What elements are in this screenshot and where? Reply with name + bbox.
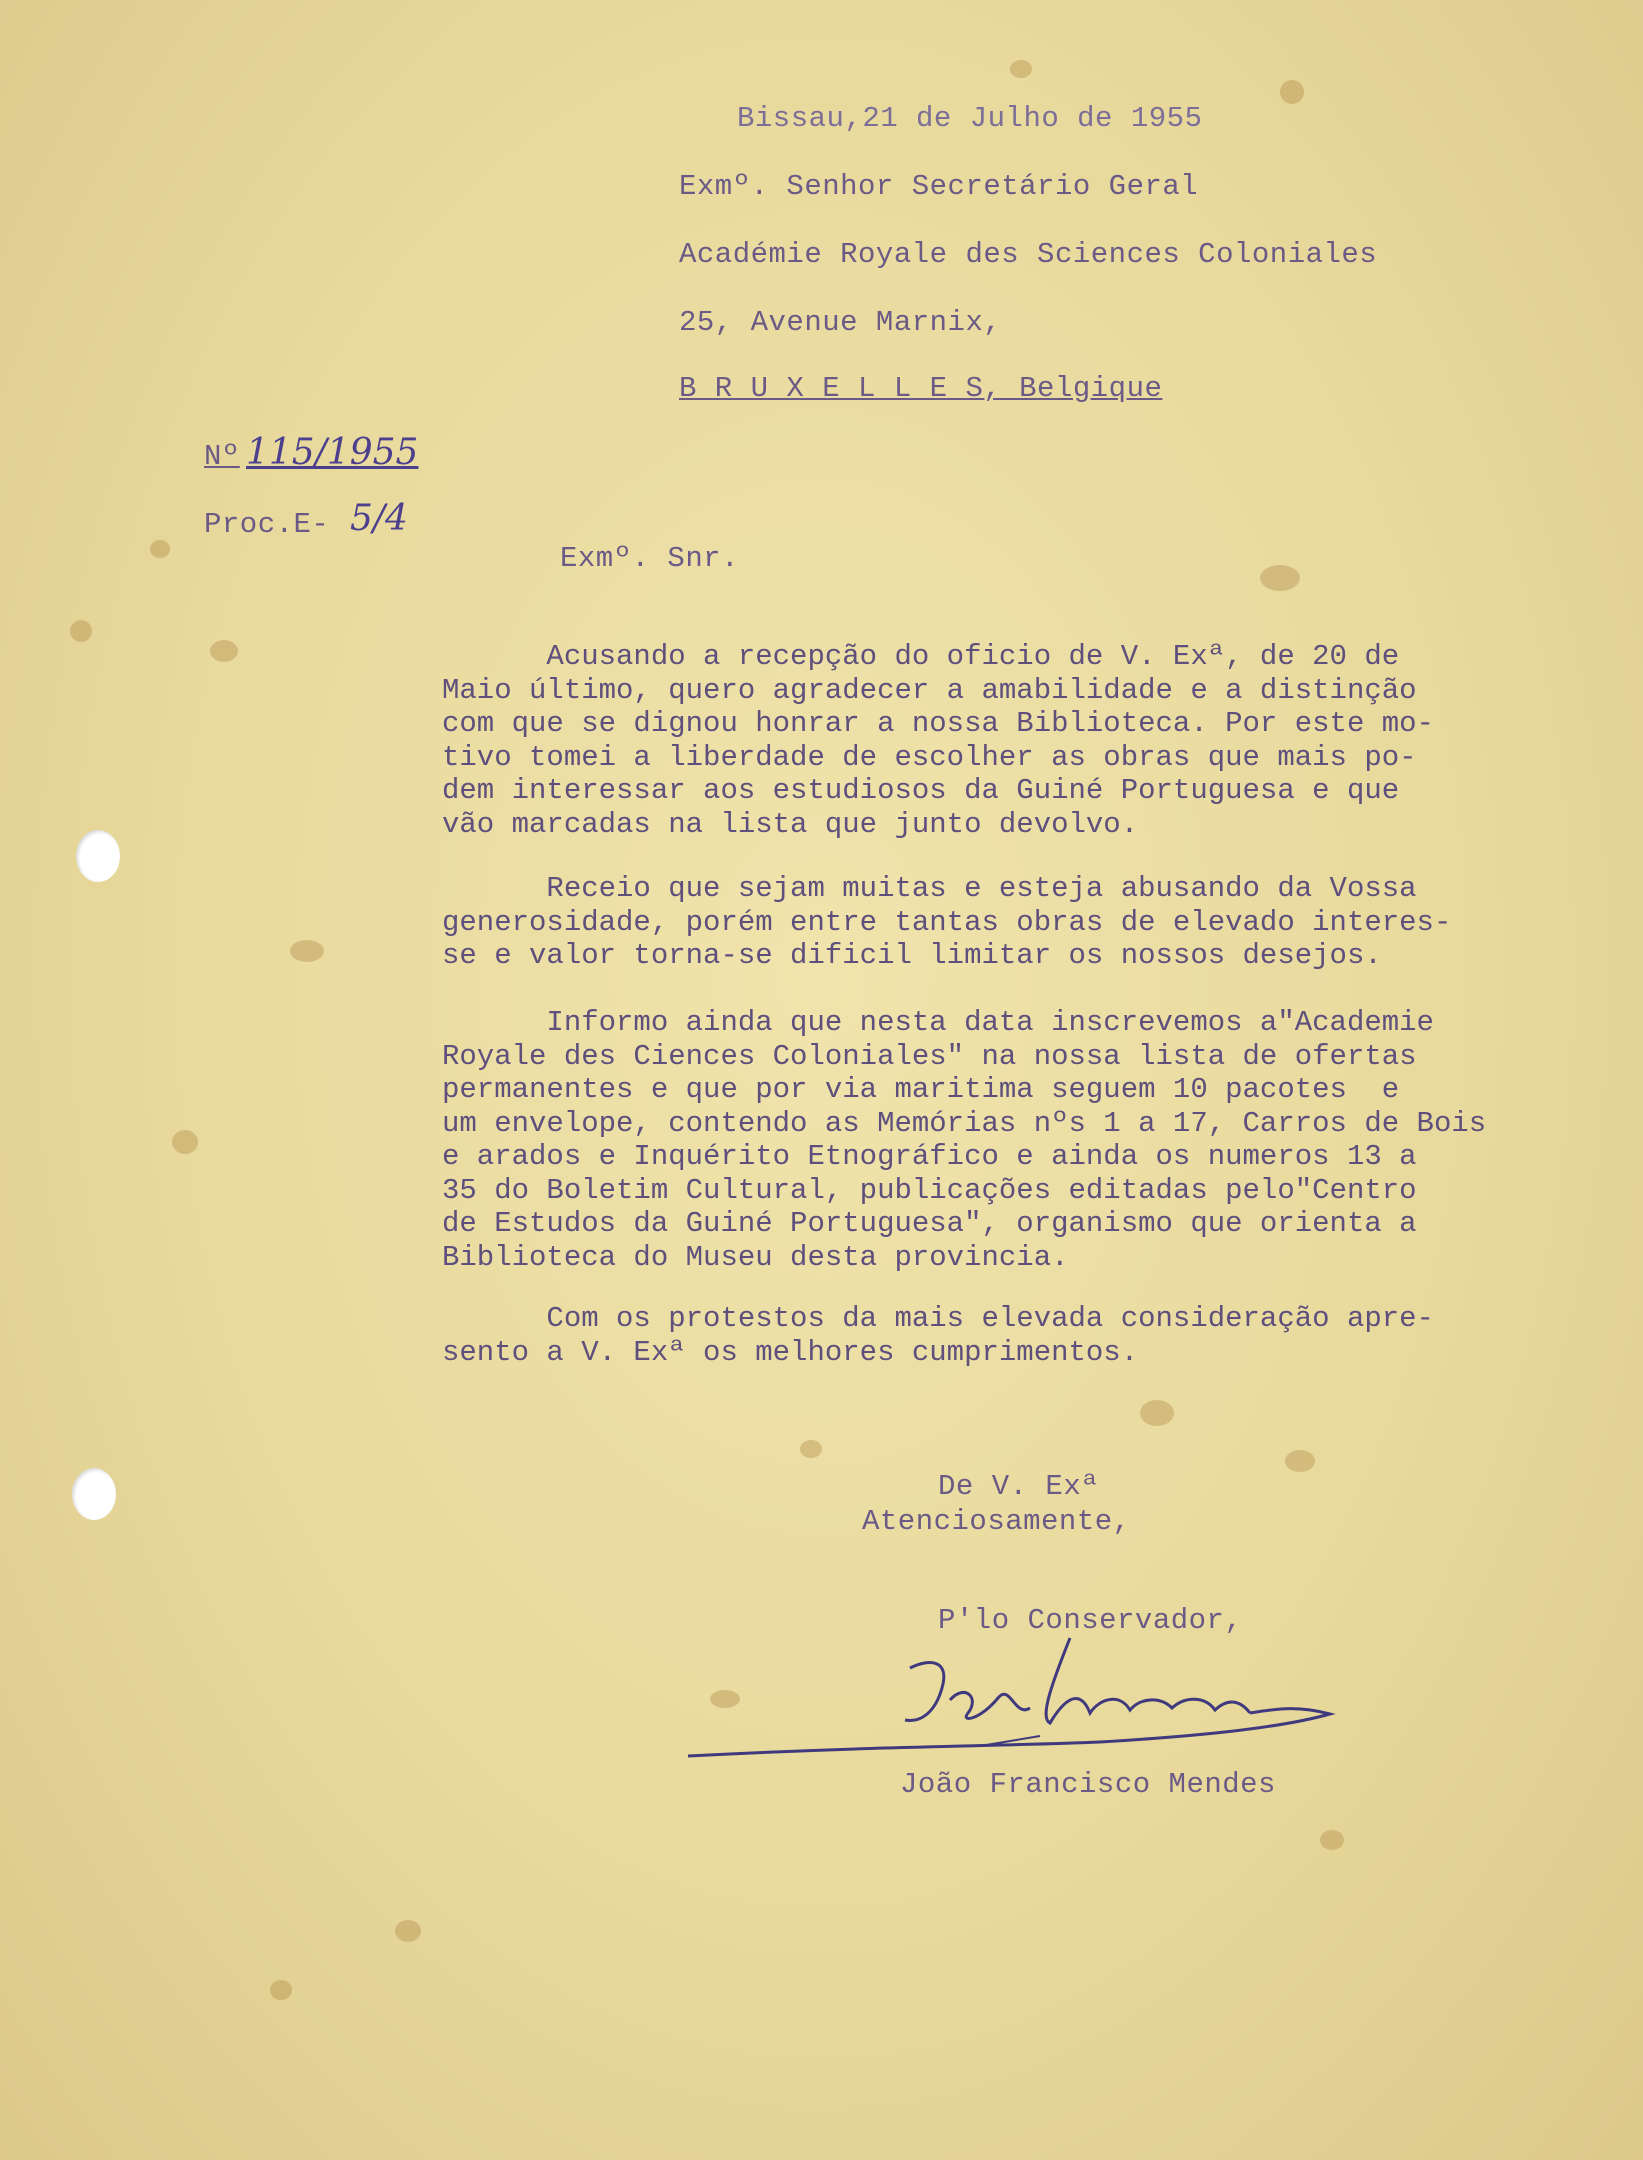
paragraph-line: permanentes e que por via maritima seguem 10 pacotes e	[442, 1073, 1400, 1106]
signature-scrawl	[680, 1628, 1340, 1768]
proc-value-handwritten: 5/4	[350, 498, 408, 539]
foxing-stain	[1140, 1400, 1174, 1426]
salutation: Exmº. Snr.	[560, 542, 740, 575]
paragraph-2	[442, 872, 1622, 973]
paragraph-line: um envelope, contendo as Memórias nºs 1 a 17, Carros de Bois	[442, 1106, 1487, 1140]
paragraph-line: se e valor torna-se dificil limitar os nossos desejos.	[442, 939, 1382, 972]
foxing-stain	[210, 640, 238, 662]
foxing-stain	[70, 620, 92, 642]
foxing-stain	[290, 940, 324, 962]
reference-number-label: Nº	[204, 440, 240, 473]
paragraph-line: 35 do Boletim Cultural, publicações editadas pelo"Centro	[442, 1173, 1417, 1207]
paragraph-line: Receio que sejam muitas e esteja abusando da Vossa	[442, 872, 1417, 905]
paragraph-line: Informo ainda que nesta data inscrevemos a"Academie	[442, 1006, 1434, 1039]
paragraph-line: generosidade, porém entre tantas obras de elevado interes-	[442, 905, 1452, 939]
paragraph-3	[442, 1006, 1622, 1274]
paragraph-line: Com os protestos da mais elevada consideração apre-	[442, 1302, 1434, 1335]
recipient-title: Exmº. Senhor Secretário Geral	[679, 170, 1199, 203]
foxing-stain	[395, 1920, 421, 1942]
letter-date: Bissau,21 de Julho de 1955	[737, 102, 1203, 135]
paragraph-1	[442, 640, 1622, 841]
foxing-stain	[1280, 80, 1304, 104]
recipient-institution: Académie Royale des Sciences Coloniales	[679, 238, 1378, 271]
closing-line-2: Atenciosamente,	[862, 1505, 1131, 1538]
paragraph-line: Biblioteca do Museu desta provincia.	[442, 1240, 1069, 1274]
punch-hole-bottom	[72, 1468, 116, 1520]
foxing-stain	[1285, 1450, 1315, 1472]
proc-label: Proc.E-	[204, 508, 330, 541]
foxing-stain	[1010, 60, 1032, 78]
signer-name: João Francisco Mendes	[900, 1768, 1276, 1801]
foxing-stain	[270, 1980, 292, 2000]
foxing-stain	[1260, 565, 1300, 591]
recipient-city: B R U X E L L E S, Belgique	[679, 372, 1163, 405]
foxing-stain	[150, 540, 170, 558]
paragraph-line: com que se dignou honrar a nossa Biblioteca. Por este mo-	[442, 707, 1434, 740]
paragraph-line: de Estudos da Guiné Portuguesa", organismo que orienta a	[442, 1207, 1417, 1240]
paragraph-line: tivo tomei a liberdade de escolher as obras que mais po-	[442, 740, 1417, 774]
reference-number-handwritten: 115/1955	[246, 432, 419, 473]
paragraph-line: Maio último, quero agradecer a amabilidade e a distinção	[442, 673, 1417, 707]
punch-hole-top	[76, 830, 120, 882]
recipient-street: 25, Avenue Marnix,	[679, 306, 1002, 339]
foxing-stain	[172, 1130, 198, 1154]
paragraph-line: e arados e Inquérito Etnográfico e ainda os numeros 13 a	[442, 1140, 1417, 1173]
closing-role: P'lo Conservador,	[938, 1604, 1243, 1637]
paragraph-line: dem interessar aos estudiosos da Guiné Portuguesa e que	[442, 774, 1400, 807]
paragraph-line: Royale des Ciences Coloniales" na nossa lista de ofertas	[442, 1039, 1417, 1073]
closing-line-1: De V. Exª	[938, 1470, 1100, 1503]
foxing-stain	[800, 1440, 822, 1458]
paragraph-line: sento a V. Exª os melhores cumprimentos.	[442, 1335, 1139, 1369]
foxing-stain	[1320, 1830, 1344, 1850]
paragraph-line: vão marcadas na lista que junto devolvo.	[442, 807, 1139, 841]
paragraph-4	[442, 1302, 1622, 1369]
paragraph-line: Acusando a recepção do oficio de V. Exª, de 20 de	[442, 640, 1400, 673]
